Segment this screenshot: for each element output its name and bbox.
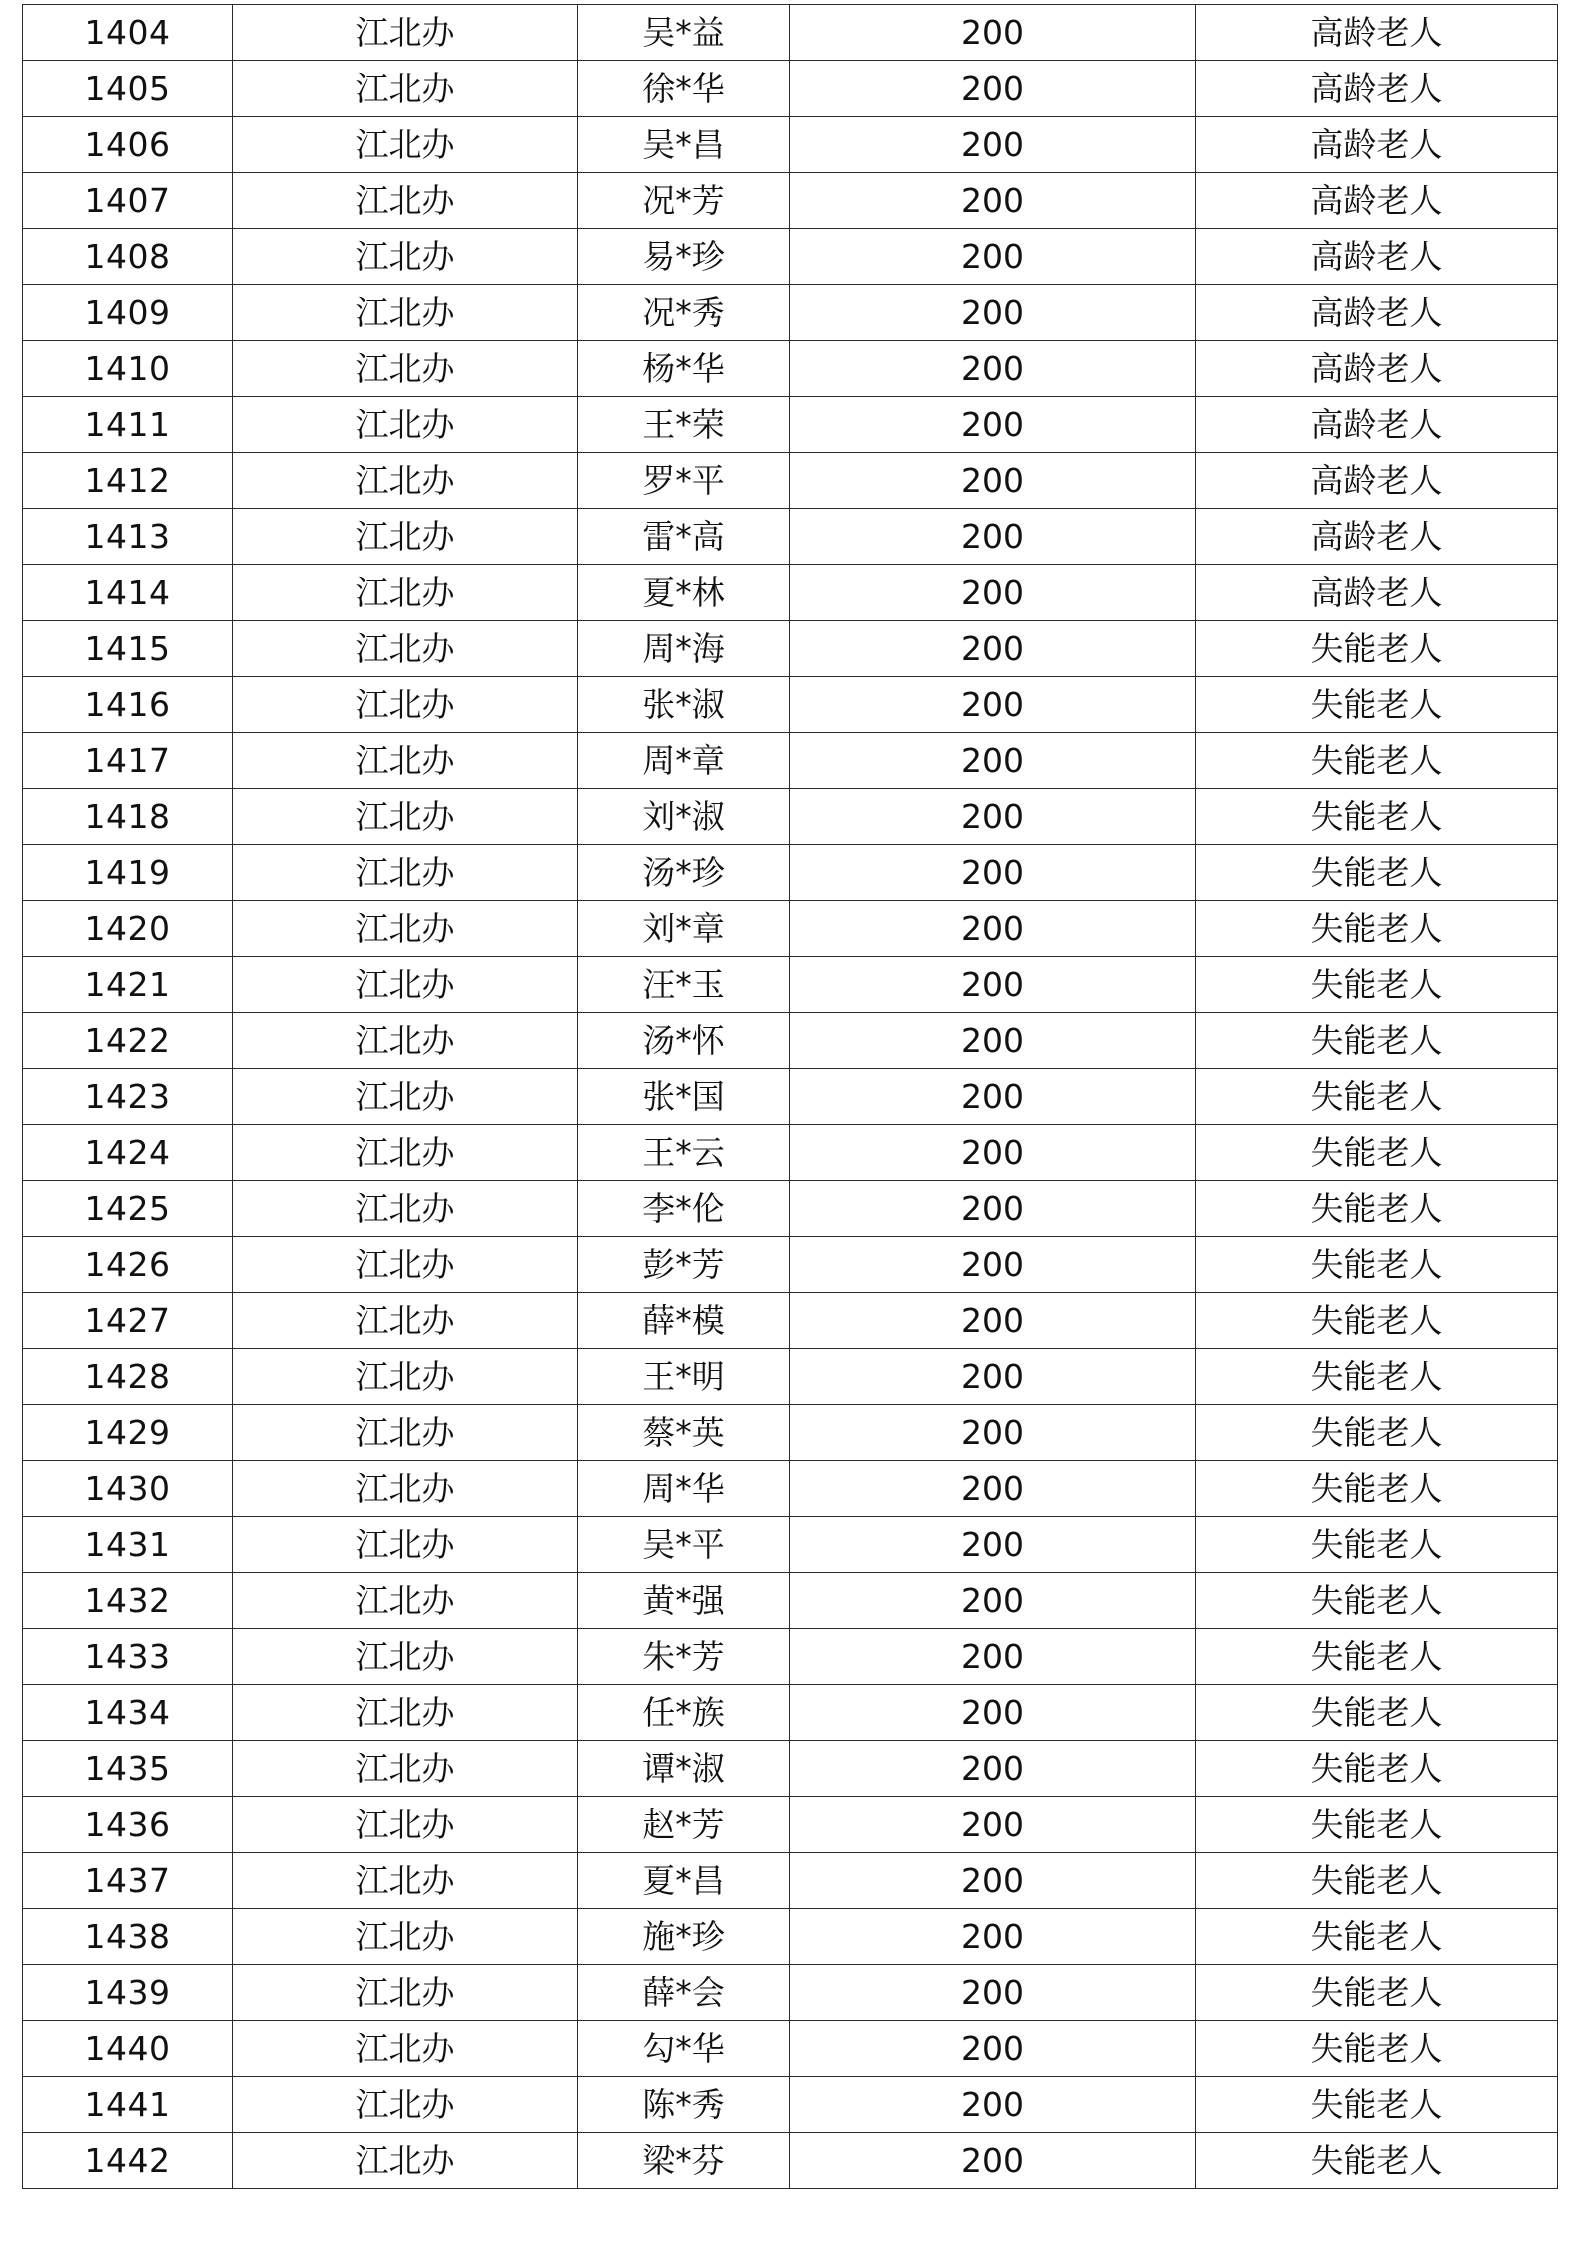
office-cell: 江北办 [233, 1293, 578, 1349]
row-number: 1420 [23, 901, 233, 957]
table-row [23, 453, 1558, 509]
row-number: 1439 [23, 1965, 233, 2021]
amount-cell: 200 [790, 61, 1196, 117]
office-cell: 江北办 [233, 1965, 578, 2021]
category-cell: 失能老人 [1196, 1237, 1558, 1293]
category-cell: 高龄老人 [1196, 229, 1558, 285]
category-cell: 失能老人 [1196, 1629, 1558, 1685]
office-cell: 江北办 [233, 1517, 578, 1573]
name-cell: 徐*华 [578, 61, 790, 117]
amount-cell: 200 [790, 1685, 1196, 1741]
category-cell: 失能老人 [1196, 1741, 1558, 1797]
name-cell: 勾*华 [578, 2021, 790, 2077]
row-number: 1425 [23, 1181, 233, 1237]
name-cell: 况*秀 [578, 285, 790, 341]
table-row [23, 1405, 1558, 1461]
office-cell: 江北办 [233, 789, 578, 845]
table-row [23, 1573, 1558, 1629]
subsidy-table [22, 4, 1558, 2189]
name-cell: 彭*芳 [578, 1237, 790, 1293]
table-row [23, 397, 1558, 453]
row-number: 1437 [23, 1853, 233, 1909]
amount-cell: 200 [790, 173, 1196, 229]
amount-cell: 200 [790, 957, 1196, 1013]
table-row [23, 2021, 1558, 2077]
name-cell: 杨*华 [578, 341, 790, 397]
amount-cell: 200 [790, 453, 1196, 509]
category-cell: 高龄老人 [1196, 285, 1558, 341]
office-cell: 江北办 [233, 117, 578, 173]
amount-cell: 200 [790, 2021, 1196, 2077]
amount-cell: 200 [790, 901, 1196, 957]
table-row [23, 565, 1558, 621]
office-cell: 江北办 [233, 1349, 578, 1405]
office-cell: 江北办 [233, 1909, 578, 1965]
row-number: 1423 [23, 1069, 233, 1125]
amount-cell: 200 [790, 565, 1196, 621]
name-cell: 周*章 [578, 733, 790, 789]
category-cell: 失能老人 [1196, 1181, 1558, 1237]
name-cell: 施*珍 [578, 1909, 790, 1965]
amount-cell: 200 [790, 677, 1196, 733]
table-row [23, 61, 1558, 117]
office-cell: 江北办 [233, 1405, 578, 1461]
name-cell: 王*荣 [578, 397, 790, 453]
name-cell: 陈*秀 [578, 2077, 790, 2133]
office-cell: 江北办 [233, 957, 578, 1013]
category-cell: 失能老人 [1196, 1293, 1558, 1349]
row-number: 1410 [23, 341, 233, 397]
category-cell: 失能老人 [1196, 1573, 1558, 1629]
row-number: 1436 [23, 1797, 233, 1853]
row-number: 1413 [23, 509, 233, 565]
office-cell: 江北办 [233, 173, 578, 229]
amount-cell: 200 [790, 1853, 1196, 1909]
table-row [23, 1349, 1558, 1405]
category-cell: 失能老人 [1196, 1909, 1558, 1965]
name-cell: 谭*淑 [578, 1741, 790, 1797]
category-cell: 失能老人 [1196, 2021, 1558, 2077]
table-row [23, 1237, 1558, 1293]
name-cell: 刘*章 [578, 901, 790, 957]
row-number: 1415 [23, 621, 233, 677]
name-cell: 薛*会 [578, 1965, 790, 2021]
table-row [23, 1069, 1558, 1125]
category-cell: 失能老人 [1196, 1349, 1558, 1405]
row-number: 1430 [23, 1461, 233, 1517]
table-row [23, 117, 1558, 173]
office-cell: 江北办 [233, 1181, 578, 1237]
amount-cell: 200 [790, 1349, 1196, 1405]
amount-cell: 200 [790, 1125, 1196, 1181]
name-cell: 薛*模 [578, 1293, 790, 1349]
name-cell: 张*国 [578, 1069, 790, 1125]
name-cell: 罗*平 [578, 453, 790, 509]
amount-cell: 200 [790, 621, 1196, 677]
table-row [23, 621, 1558, 677]
name-cell: 李*伦 [578, 1181, 790, 1237]
office-cell: 江北办 [233, 1013, 578, 1069]
office-cell: 江北办 [233, 1573, 578, 1629]
name-cell: 周*海 [578, 621, 790, 677]
name-cell: 王*云 [578, 1125, 790, 1181]
amount-cell: 200 [790, 285, 1196, 341]
amount-cell: 200 [790, 1965, 1196, 2021]
amount-cell: 200 [790, 1797, 1196, 1853]
name-cell: 王*明 [578, 1349, 790, 1405]
office-cell: 江北办 [233, 2077, 578, 2133]
row-number: 1418 [23, 789, 233, 845]
category-cell: 失能老人 [1196, 1069, 1558, 1125]
name-cell: 吴*平 [578, 1517, 790, 1573]
amount-cell: 200 [790, 1629, 1196, 1685]
office-cell: 江北办 [233, 901, 578, 957]
table-row [23, 1685, 1558, 1741]
category-cell: 失能老人 [1196, 1013, 1558, 1069]
table-row [23, 789, 1558, 845]
row-number: 1441 [23, 2077, 233, 2133]
table-row [23, 509, 1558, 565]
table-row [23, 1741, 1558, 1797]
row-number: 1433 [23, 1629, 233, 1685]
table-row [23, 2077, 1558, 2133]
table-row [23, 1013, 1558, 1069]
name-cell: 刘*淑 [578, 789, 790, 845]
office-cell: 江北办 [233, 397, 578, 453]
amount-cell: 200 [790, 1573, 1196, 1629]
office-cell: 江北办 [233, 1741, 578, 1797]
row-number: 1434 [23, 1685, 233, 1741]
row-number: 1419 [23, 845, 233, 901]
amount-cell: 200 [790, 5, 1196, 61]
table-row [23, 173, 1558, 229]
category-cell: 失能老人 [1196, 789, 1558, 845]
office-cell: 江北办 [233, 61, 578, 117]
category-cell: 失能老人 [1196, 733, 1558, 789]
office-cell: 江北办 [233, 1237, 578, 1293]
table-row [23, 1965, 1558, 2021]
name-cell: 蔡*英 [578, 1405, 790, 1461]
category-cell: 高龄老人 [1196, 5, 1558, 61]
category-cell: 高龄老人 [1196, 117, 1558, 173]
row-number: 1411 [23, 397, 233, 453]
category-cell: 失能老人 [1196, 621, 1558, 677]
table-row [23, 285, 1558, 341]
office-cell: 江北办 [233, 1853, 578, 1909]
amount-cell: 200 [790, 733, 1196, 789]
row-number: 1416 [23, 677, 233, 733]
table-row [23, 845, 1558, 901]
category-cell: 失能老人 [1196, 1461, 1558, 1517]
amount-cell: 200 [790, 1293, 1196, 1349]
row-number: 1440 [23, 2021, 233, 2077]
table-row [23, 1517, 1558, 1573]
name-cell: 吴*昌 [578, 117, 790, 173]
office-cell: 江北办 [233, 621, 578, 677]
name-cell: 况*芳 [578, 173, 790, 229]
row-number: 1405 [23, 61, 233, 117]
office-cell: 江北办 [233, 565, 578, 621]
amount-cell: 200 [790, 1461, 1196, 1517]
row-number: 1409 [23, 285, 233, 341]
row-number: 1442 [23, 2133, 233, 2189]
amount-cell: 200 [790, 2077, 1196, 2133]
category-cell: 失能老人 [1196, 1517, 1558, 1573]
office-cell: 江北办 [233, 2021, 578, 2077]
name-cell: 朱*芳 [578, 1629, 790, 1685]
category-cell: 失能老人 [1196, 845, 1558, 901]
table-row [23, 229, 1558, 285]
row-number: 1424 [23, 1125, 233, 1181]
table-body [23, 5, 1558, 2189]
office-cell: 江北办 [233, 1069, 578, 1125]
name-cell: 吴*益 [578, 5, 790, 61]
category-cell: 失能老人 [1196, 957, 1558, 1013]
table-row [23, 341, 1558, 397]
category-cell: 失能老人 [1196, 677, 1558, 733]
amount-cell: 200 [790, 789, 1196, 845]
name-cell: 夏*昌 [578, 1853, 790, 1909]
row-number: 1417 [23, 733, 233, 789]
amount-cell: 200 [790, 341, 1196, 397]
office-cell: 江北办 [233, 1125, 578, 1181]
name-cell: 赵*芳 [578, 1797, 790, 1853]
row-number: 1427 [23, 1293, 233, 1349]
table-row [23, 901, 1558, 957]
category-cell: 高龄老人 [1196, 173, 1558, 229]
amount-cell: 200 [790, 845, 1196, 901]
name-cell: 汤*怀 [578, 1013, 790, 1069]
amount-cell: 200 [790, 1181, 1196, 1237]
row-number: 1408 [23, 229, 233, 285]
table-row [23, 1909, 1558, 1965]
row-number: 1407 [23, 173, 233, 229]
row-number: 1429 [23, 1405, 233, 1461]
category-cell: 失能老人 [1196, 1685, 1558, 1741]
amount-cell: 200 [790, 1741, 1196, 1797]
office-cell: 江北办 [233, 2133, 578, 2189]
office-cell: 江北办 [233, 1797, 578, 1853]
category-cell: 失能老人 [1196, 901, 1558, 957]
name-cell: 梁*芬 [578, 2133, 790, 2189]
name-cell: 易*珍 [578, 229, 790, 285]
office-cell: 江北办 [233, 509, 578, 565]
table-row [23, 733, 1558, 789]
amount-cell: 200 [790, 2133, 1196, 2189]
amount-cell: 200 [790, 397, 1196, 453]
table-row [23, 5, 1558, 61]
amount-cell: 200 [790, 1909, 1196, 1965]
category-cell: 高龄老人 [1196, 453, 1558, 509]
table-row [23, 1629, 1558, 1685]
amount-cell: 200 [790, 229, 1196, 285]
row-number: 1421 [23, 957, 233, 1013]
row-number: 1406 [23, 117, 233, 173]
category-cell: 高龄老人 [1196, 341, 1558, 397]
name-cell: 汪*玉 [578, 957, 790, 1013]
category-cell: 高龄老人 [1196, 565, 1558, 621]
row-number: 1412 [23, 453, 233, 509]
category-cell: 失能老人 [1196, 1797, 1558, 1853]
category-cell: 失能老人 [1196, 1125, 1558, 1181]
office-cell: 江北办 [233, 733, 578, 789]
office-cell: 江北办 [233, 341, 578, 397]
office-cell: 江北办 [233, 453, 578, 509]
category-cell: 失能老人 [1196, 1853, 1558, 1909]
table-row [23, 1293, 1558, 1349]
amount-cell: 200 [790, 1069, 1196, 1125]
amount-cell: 200 [790, 1237, 1196, 1293]
table-row [23, 957, 1558, 1013]
row-number: 1432 [23, 1573, 233, 1629]
office-cell: 江北办 [233, 5, 578, 61]
name-cell: 张*淑 [578, 677, 790, 733]
category-cell: 失能老人 [1196, 1405, 1558, 1461]
office-cell: 江北办 [233, 1461, 578, 1517]
table-row [23, 1125, 1558, 1181]
amount-cell: 200 [790, 117, 1196, 173]
office-cell: 江北办 [233, 845, 578, 901]
name-cell: 任*族 [578, 1685, 790, 1741]
office-cell: 江北办 [233, 229, 578, 285]
office-cell: 江北办 [233, 1629, 578, 1685]
table-row [23, 1797, 1558, 1853]
category-cell: 失能老人 [1196, 2133, 1558, 2189]
category-cell: 高龄老人 [1196, 61, 1558, 117]
table-row [23, 1853, 1558, 1909]
row-number: 1428 [23, 1349, 233, 1405]
amount-cell: 200 [790, 1013, 1196, 1069]
row-number: 1435 [23, 1741, 233, 1797]
category-cell: 高龄老人 [1196, 509, 1558, 565]
name-cell: 黄*强 [578, 1573, 790, 1629]
office-cell: 江北办 [233, 285, 578, 341]
name-cell: 周*华 [578, 1461, 790, 1517]
row-number: 1422 [23, 1013, 233, 1069]
table-row [23, 1181, 1558, 1237]
table-row [23, 2133, 1558, 2189]
category-cell: 失能老人 [1196, 1965, 1558, 2021]
table-row [23, 677, 1558, 733]
row-number: 1414 [23, 565, 233, 621]
row-number: 1404 [23, 5, 233, 61]
row-number: 1431 [23, 1517, 233, 1573]
amount-cell: 200 [790, 1517, 1196, 1573]
office-cell: 江北办 [233, 1685, 578, 1741]
name-cell: 雷*高 [578, 509, 790, 565]
category-cell: 高龄老人 [1196, 397, 1558, 453]
amount-cell: 200 [790, 1405, 1196, 1461]
name-cell: 汤*珍 [578, 845, 790, 901]
row-number: 1438 [23, 1909, 233, 1965]
table-row [23, 1461, 1558, 1517]
office-cell: 江北办 [233, 677, 578, 733]
name-cell: 夏*林 [578, 565, 790, 621]
category-cell: 失能老人 [1196, 2077, 1558, 2133]
row-number: 1426 [23, 1237, 233, 1293]
amount-cell: 200 [790, 509, 1196, 565]
